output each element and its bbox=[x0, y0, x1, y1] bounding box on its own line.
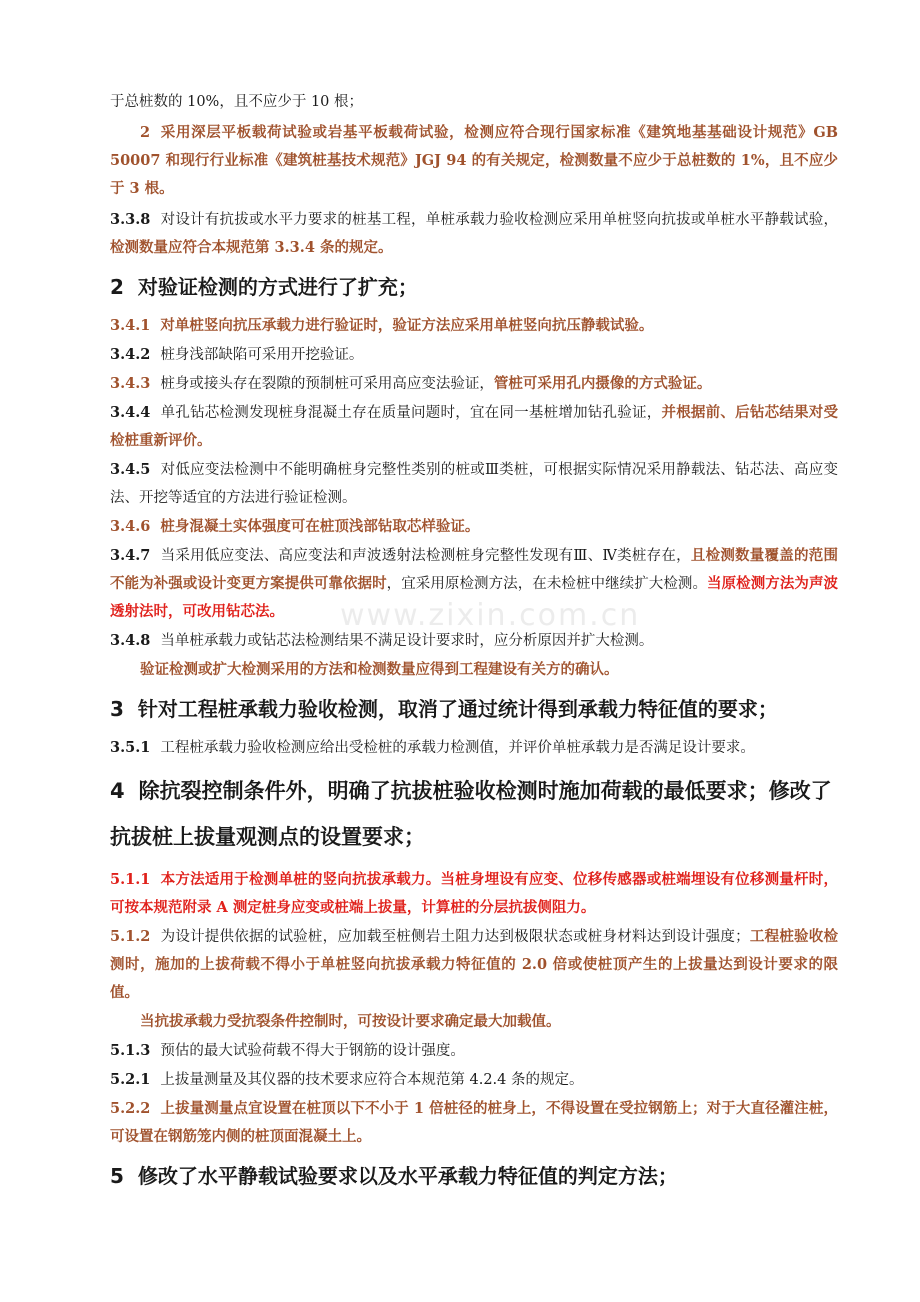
clause-text: 桩身混凝土实体强度可在桩顶浅部钻取芯样验证。 bbox=[160, 518, 480, 535]
clause-note-crack-control bbox=[110, 1008, 838, 1036]
clause-text: ，宜采用原检测方法，在未检桩中继续扩大检测。 bbox=[386, 576, 708, 592]
clause-number: 5.1.3 bbox=[110, 1042, 151, 1059]
section-number: 5 bbox=[110, 1164, 124, 1188]
clause-number: 3.4.7 bbox=[110, 547, 151, 564]
clause-number: 5.1.2 bbox=[110, 928, 151, 945]
clause-text: 对低应变法检测中不能明确桩身完整性类别的桩或Ⅲ类桩，可根据实际情况采用静载法、钻芯法、高应变法、开挖等适宜的方法进行验证检测。 bbox=[110, 462, 838, 506]
section-heading-3 bbox=[110, 692, 838, 726]
clause-text: 单孔钻芯检测发现桩身混凝土存在质量问题时，宜在同一基桩增加钻孔验证， bbox=[160, 405, 662, 421]
clause-3-3-8 bbox=[110, 206, 838, 262]
clause-text: 对单桩竖向抗压承载力进行验证时，验证方法应采用单桩竖向抗压静载试验。 bbox=[160, 317, 654, 334]
clause-text: 桩身浅部缺陷可采用开挖验证。 bbox=[160, 347, 364, 363]
clause-number: 3.4.1 bbox=[110, 317, 151, 334]
clause-text: 上拔量测量点宜设置在桩顶以下不小于 1 倍桩径的桩身上，不得设置在受拉钢筋上；对于大直径灌注桩，可设置在钢筋笼内侧的桩顶面混凝土上。 bbox=[110, 1100, 838, 1145]
clause-text-highlight: 检测数量应符合本规范第 3.3.4 条的规定。 bbox=[110, 239, 393, 256]
clause-text: 桩身或接头存在裂隙的预制桩可采用高应变法验证， bbox=[160, 376, 494, 392]
clause-number: 5.2.1 bbox=[110, 1071, 151, 1088]
clause-number: 5.1.1 bbox=[110, 871, 151, 888]
clause-note-confirmation bbox=[110, 656, 838, 684]
clause-5-2-2 bbox=[110, 1095, 838, 1151]
clause-text: 上拔量测量及其仪器的技术要求应符合本规范第 4.2.4 条的规定。 bbox=[160, 1072, 584, 1088]
section-title: 除抗裂控制条件外，明确了抗拔桩验收检测时施加荷载的最低要求；修改了抗拔桩上拔量观测点的设置要求； bbox=[110, 779, 832, 849]
clause-number: 5.2.2 bbox=[110, 1100, 151, 1117]
clause-5-1-2 bbox=[110, 923, 838, 1007]
clause-text: 验证检测或扩大检测采用的方法和检测数量应得到工程建设有关方的确认。 bbox=[140, 661, 619, 678]
watermark: www.zixin.com.cn bbox=[340, 598, 641, 633]
clause-text: 采用深层平板载荷试验或岩基平板载荷试验，检测应符合现行国家标准《建筑地基基础设计规范》GB 50007 和现行行业标准《建筑桩基技术规范》JGJ 94 的有关规定，检测数量不应少于总桩数的 1%，且不应少于 3 根。 bbox=[110, 124, 838, 197]
clause-number: 3.4.6 bbox=[110, 518, 151, 535]
paragraph-text: 于总桩数的 10%，且不应少于 10 根； bbox=[110, 94, 364, 110]
clause-3-4-7 bbox=[110, 542, 838, 626]
clause-3-4-5 bbox=[110, 456, 838, 512]
clause-2 bbox=[110, 119, 838, 203]
section-number: 2 bbox=[110, 275, 124, 299]
clause-number: 3.4.4 bbox=[110, 404, 151, 421]
clause-text-highlight: 工程桩验收检测时，施加的上拔荷载不得小于单桩竖向抗拔承载力特征值的 2.0 倍或使桩顶产生的上拔量达到设计要求的限值。 bbox=[110, 928, 839, 1001]
section-heading-4 bbox=[110, 768, 838, 860]
document-page bbox=[110, 88, 838, 1201]
section-title: 修改了水平静载试验要求以及水平承载力特征值的判定方法； bbox=[137, 1164, 678, 1188]
section-title: 对验证检测的方式进行了扩充； bbox=[137, 275, 418, 299]
clause-text: 当单桩承载力或钻芯法检测结果不满足设计要求时，应分析原因并扩大检测。 bbox=[160, 633, 654, 649]
clause-text-highlight: 管桩可采用孔内摄像的方式验证。 bbox=[493, 375, 712, 392]
clause-number: 2 bbox=[140, 124, 151, 141]
clause-text: 当采用低应变法、高应变法和声波透射法检测桩身完整性发现有Ⅲ、Ⅳ类桩存在， bbox=[160, 548, 691, 564]
clause-text: 对设计有抗拔或水平力要求的桩基工程，单桩承载力验收检测应采用单桩竖向抗拔或单桩水平静载试验， bbox=[160, 212, 838, 228]
clause-number: 3.4.5 bbox=[110, 461, 151, 478]
clause-text: 工程桩承载力验收检测应给出受检桩的承载力检测值，并评价单桩承载力是否满足设计要求。 bbox=[160, 740, 755, 756]
clause-5-1-1 bbox=[110, 866, 838, 922]
clause-3-4-8 bbox=[110, 627, 838, 655]
clause-text-highlight: 且检测数量覆盖的范围不能为补强或设计变更方案提供可靠依据时 bbox=[110, 547, 839, 592]
section-title: 针对工程桩承载力验收检测，取消了通过统计得到承载力特征值的要求； bbox=[137, 697, 778, 721]
section-heading-5 bbox=[110, 1159, 838, 1193]
clause-3-5-1 bbox=[110, 734, 838, 762]
section-number: 3 bbox=[110, 697, 124, 721]
clause-5-2-1 bbox=[110, 1066, 838, 1094]
clause-3-4-6 bbox=[110, 513, 838, 541]
clause-number: 3.3.8 bbox=[110, 211, 151, 228]
clause-number: 3.4.3 bbox=[110, 375, 151, 392]
clause-text: 当抗拔承载力受抗裂条件控制时，可按设计要求确定最大加载值。 bbox=[140, 1013, 561, 1030]
clause-number: 3.5.1 bbox=[110, 739, 151, 756]
section-heading-2 bbox=[110, 270, 838, 304]
clause-text: 为设计提供依据的试验桩，应加载至桩侧岩土阻力达到极限状态或桩身材料达到设计强度； bbox=[160, 929, 750, 945]
clause-5-1-3 bbox=[110, 1037, 838, 1065]
clause-3-4-4 bbox=[110, 399, 838, 455]
clause-3-4-1 bbox=[110, 312, 838, 340]
clause-text-highlight: 并根据前、后钻芯结果对受检桩重新评价。 bbox=[110, 404, 839, 449]
clause-3-4-2 bbox=[110, 341, 838, 369]
paragraph-continuation bbox=[110, 88, 838, 116]
clause-text-red: 当原检测方法为声波透射法时，可改用钻芯法。 bbox=[110, 575, 839, 620]
clause-number: 3.4.2 bbox=[110, 346, 151, 363]
clause-text: 本方法适用于检测单桩的竖向抗拔承载力。当桩身埋设有应变、位移传感器或桩端埋设有位移测量杆时，可按本规范附录 A 测定桩身应变或桩端上拔量，计算桩的分层抗拔侧阻力。 bbox=[110, 871, 838, 916]
clause-number: 3.4.8 bbox=[110, 632, 151, 649]
section-number: 4 bbox=[110, 779, 125, 803]
clause-3-4-3 bbox=[110, 370, 838, 398]
clause-text: 预估的最大试验荷载不得大于钢筋的设计强度。 bbox=[160, 1043, 465, 1059]
